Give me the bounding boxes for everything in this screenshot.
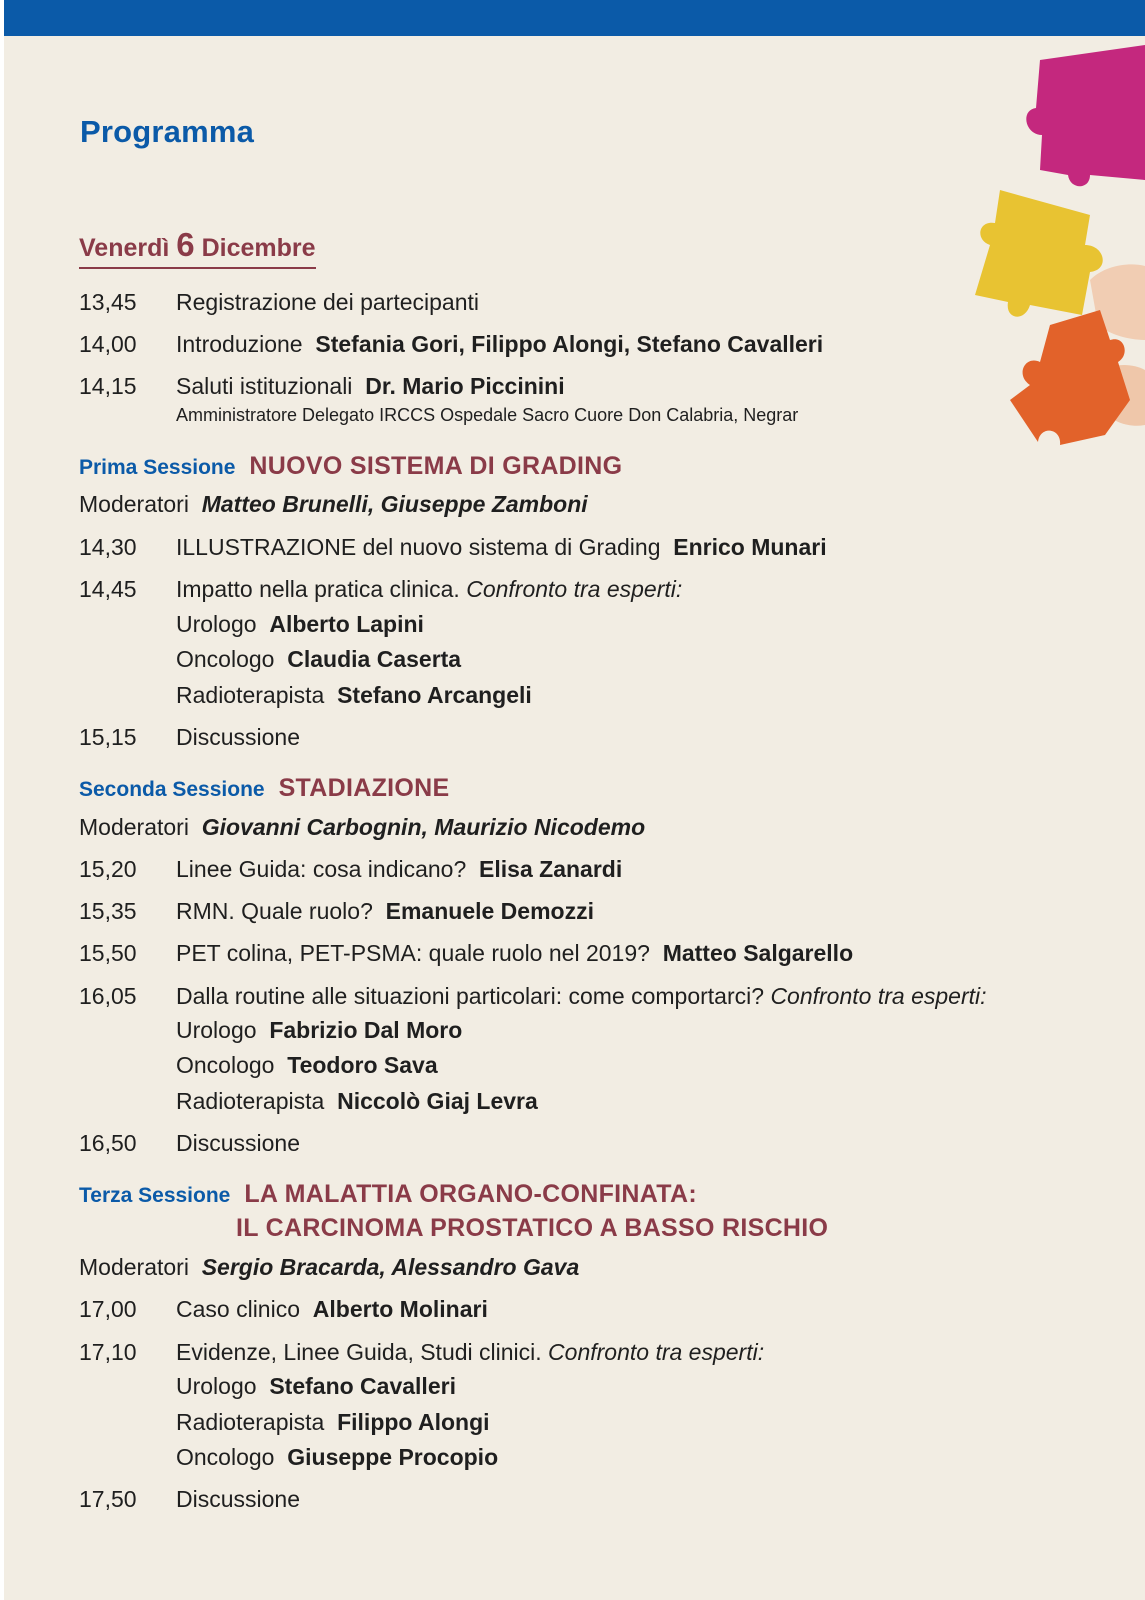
top-color-band — [0, 0, 1145, 36]
agenda-text: Caso clinico — [176, 1296, 300, 1322]
expert-row — [176, 1016, 462, 1044]
agenda-row — [79, 1295, 488, 1323]
day-weekday: Venerdì — [79, 234, 170, 262]
expert-row — [176, 645, 461, 673]
agenda-time: 16,50 — [79, 1130, 137, 1156]
agenda-row — [79, 897, 594, 925]
moderators-line — [79, 490, 588, 518]
agenda-time: 13,45 — [79, 289, 137, 315]
agenda-row — [79, 1485, 300, 1513]
agenda-time: 15,35 — [79, 898, 137, 924]
agenda-text: PET colina, PET-PSMA: quale ruolo nel 2019? — [176, 940, 650, 966]
expert-row — [176, 1087, 538, 1115]
agenda-speakers: Alberto Molinari — [312, 1296, 488, 1322]
agenda-time: 17,50 — [79, 1486, 137, 1512]
moderators-names: Matteo Brunelli, Giuseppe Zamboni — [201, 491, 588, 517]
agenda-italic-note: Confronto tra esperti: — [466, 576, 683, 602]
agenda-text: Discussione — [176, 1486, 300, 1512]
expert-role: Urologo — [176, 1373, 257, 1399]
agenda-time: 15,20 — [79, 856, 137, 882]
agenda-text: Introduzione — [176, 331, 303, 357]
agenda-time: 17,10 — [79, 1339, 137, 1365]
agenda-time: 17,00 — [79, 1296, 137, 1322]
expert-name: Teodoro Sava — [287, 1052, 438, 1078]
session-title: NUOVO SISTEMA DI GRADING — [249, 452, 623, 480]
moderators-line — [79, 1253, 579, 1281]
expert-role: Oncologo — [176, 646, 275, 672]
agenda-italic-note: Confronto tra esperti: — [770, 983, 987, 1009]
agenda-row — [79, 533, 827, 561]
expert-name: Fabrizio Dal Moro — [269, 1017, 463, 1043]
session-title-line-2: IL CARCINOMA PROSTATICO A BASSO RISCHIO — [236, 1214, 829, 1242]
expert-role: Oncologo — [176, 1444, 275, 1470]
agenda-row — [79, 330, 823, 358]
session-title: STADIAZIONE — [278, 774, 450, 802]
session-heading — [79, 1180, 697, 1209]
expert-name: Alberto Lapini — [269, 611, 424, 637]
agenda-time: 14,15 — [79, 373, 137, 399]
agenda-time: 14,00 — [79, 331, 137, 357]
agenda-speakers: Emanuele Demozzi — [385, 898, 594, 924]
expert-row — [176, 1408, 490, 1436]
expert-name: Giuseppe Procopio — [287, 1444, 499, 1470]
moderators-line — [79, 813, 645, 841]
expert-name: Claudia Caserta — [287, 646, 462, 672]
expert-row — [176, 681, 532, 709]
session-heading — [79, 774, 449, 803]
agenda-row — [79, 575, 682, 603]
agenda-time: 14,30 — [79, 534, 137, 560]
moderators-label: Moderatori — [79, 814, 189, 840]
agenda-italic-note: Confronto tra esperti: — [548, 1339, 765, 1365]
expert-row — [176, 1443, 498, 1471]
expert-row — [176, 1051, 438, 1079]
expert-role: Urologo — [176, 611, 257, 637]
agenda-speakers: Enrico Munari — [673, 534, 827, 560]
day-heading — [79, 226, 316, 269]
agenda-time: 15,50 — [79, 940, 137, 966]
expert-name: Stefano Arcangeli — [337, 682, 532, 708]
expert-row — [176, 610, 424, 638]
agenda-text: Saluti istituzionali — [176, 373, 353, 399]
puzzle-piece-magenta — [1026, 45, 1145, 186]
puzzle-pieces-illustration — [970, 40, 1145, 460]
moderators-label: Moderatori — [79, 1254, 189, 1280]
session-label: Prima Sessione — [79, 456, 236, 479]
expert-role: Radioterapista — [176, 1088, 325, 1114]
agenda-row — [79, 982, 987, 1010]
session-label: Terza Sessione — [79, 1184, 231, 1207]
expert-role: Radioterapista — [176, 682, 325, 708]
agenda-speakers: Dr. Mario Piccinini — [365, 373, 565, 399]
moderators-label: Moderatori — [79, 491, 189, 517]
agenda-row — [79, 372, 565, 400]
moderators-names: Giovanni Carbognin, Maurizio Nicodemo — [201, 814, 646, 840]
day-number: 6 — [176, 226, 195, 263]
agenda-row — [79, 723, 300, 751]
expert-role: Oncologo — [176, 1052, 275, 1078]
agenda-row — [79, 1338, 764, 1366]
agenda-row — [79, 288, 479, 316]
agenda-text: Discussione — [176, 1130, 300, 1156]
session-heading — [79, 452, 622, 481]
agenda-text: Evidenze, Linee Guida, Studi clinici. — [176, 1339, 542, 1365]
expert-role: Radioterapista — [176, 1409, 325, 1435]
agenda-text: ILLUSTRAZIONE del nuovo sistema di Grading — [176, 534, 661, 560]
agenda-speakers: Stefania Gori, Filippo Alongi, Stefano Cavalleri — [315, 331, 824, 357]
expert-name: Stefano Cavalleri — [269, 1373, 456, 1399]
session-title: LA MALATTIA ORGANO-CONFINATA: — [244, 1180, 697, 1208]
agenda-row — [79, 1129, 300, 1157]
session-label: Seconda Sessione — [79, 778, 265, 801]
agenda-time: 16,05 — [79, 983, 137, 1009]
expert-name: Filippo Alongi — [337, 1409, 490, 1435]
agenda-text: Dalla routine alle situazioni particolari: come comportarci? — [176, 983, 765, 1009]
agenda-time: 15,15 — [79, 724, 137, 750]
left-page-edge — [0, 0, 4, 1600]
agenda-speakers: Matteo Salgarello — [662, 940, 854, 966]
speaker-affiliation: Amministratore Delegato IRCCS Ospedale Sacro Cuore Don Calabria, Negrar — [176, 405, 799, 425]
expert-name: Niccolò Giaj Levra — [337, 1088, 538, 1114]
agenda-row — [79, 939, 853, 967]
agenda-speakers: Elisa Zanardi — [479, 856, 623, 882]
agenda-time: 14,45 — [79, 576, 137, 602]
day-month: Dicembre — [201, 234, 316, 262]
agenda-row — [79, 855, 622, 883]
expert-role: Urologo — [176, 1017, 257, 1043]
page-title: Programma — [80, 114, 255, 149]
moderators-names: Sergio Bracarda, Alessandro Gava — [201, 1254, 580, 1280]
agenda-text: Discussione — [176, 724, 300, 750]
agenda-text: Registrazione dei partecipanti — [176, 289, 480, 315]
expert-row — [176, 1372, 456, 1400]
agenda-text: Impatto nella pratica clinica. — [176, 576, 460, 602]
puzzle-piece-yellow — [975, 190, 1103, 317]
agenda-text: RMN. Quale ruolo? — [176, 898, 373, 924]
agenda-text: Linee Guida: cosa indicano? — [176, 856, 467, 882]
